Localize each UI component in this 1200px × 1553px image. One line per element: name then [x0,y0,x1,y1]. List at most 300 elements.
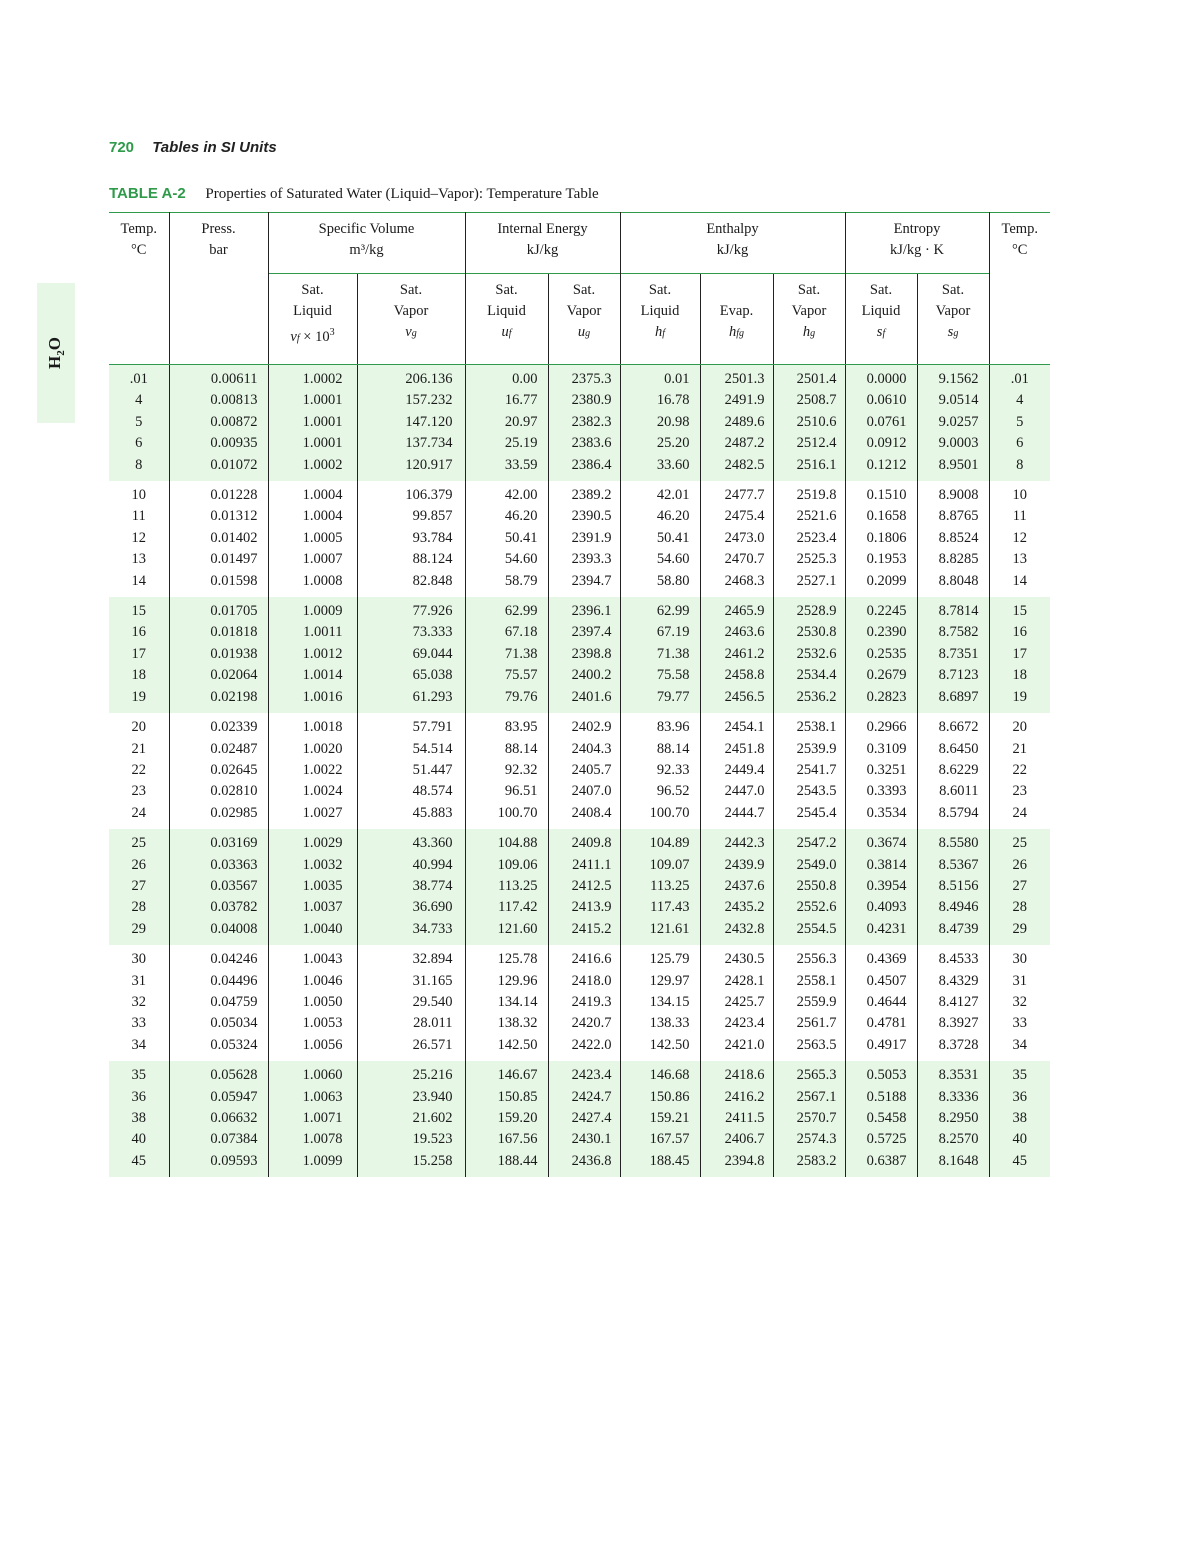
table-cell: 8.8285 [917,549,989,570]
table-cell: 2415.2 [548,919,620,945]
table-cell: 0.3674 [845,829,917,854]
table-cell: 2523.4 [773,528,845,549]
table-cell: 30 [131,951,146,968]
table-cell: 29.540 [357,992,465,1013]
table-cell: 50.41 [465,528,548,549]
table-cell: 33 [989,1013,1050,1034]
table-cell: 4 [989,390,1050,411]
table-cell: 23.940 [357,1087,465,1108]
table-cell: 0.3393 [845,781,917,802]
table-cell: 8.4533 [917,945,989,970]
table-cell: 0.0912 [845,433,917,454]
page-number: 720 [109,139,135,156]
table-cell: .01 [109,365,169,391]
table-cell: 2561.7 [773,1013,845,1034]
vf-header: Sat. Liquid vf × $10^3$ [268,274,357,365]
table-row [109,390,1050,411]
table-cell: 2389.2 [548,481,620,506]
table-cell: 120.917 [357,455,465,481]
table-cell: 67.19 [620,622,700,643]
table-cell: 79.76 [465,687,548,713]
table-cell: 2550.8 [773,876,845,897]
table-cell: 8.8048 [917,571,989,597]
table-cell: 2394.7 [548,571,620,597]
table-row [109,549,1050,570]
table-cell: 45 [989,1151,1050,1177]
table-cell: 31.165 [357,971,465,992]
table-cell: 134.15 [620,992,700,1013]
table-cell: 2442.3 [700,829,773,854]
table-cell: 2468.3 [700,571,773,597]
table-cell: 121.61 [620,919,700,945]
table-cell: 0.01818 [169,622,268,643]
table-cell: 1.0016 [268,687,357,713]
table-row [109,855,1050,876]
table-cell: 0.3251 [845,760,917,781]
table-cell: 0.1212 [845,455,917,481]
table-cell: 8.3336 [917,1087,989,1108]
table-cell: 2435.2 [700,897,773,918]
table-cell: 2563.5 [773,1035,845,1061]
table-cell: 2543.5 [773,781,845,802]
table-row [109,803,1050,829]
table-cell: 2536.2 [773,687,845,713]
table-cell: 75.58 [620,665,700,686]
table-cell: 18 [989,665,1050,686]
table-cell: 23 [989,781,1050,802]
table-cell: 2570.7 [773,1108,845,1129]
table-row [109,876,1050,897]
table-cell: 8.4946 [917,897,989,918]
table-cell: 58.79 [465,571,548,597]
table-cell: 2432.8 [700,919,773,945]
table-cell: 0.01938 [169,644,268,665]
side-tab [37,283,75,423]
table-row [109,1035,1050,1061]
page-header [109,139,277,156]
table-row [109,713,1050,738]
table-cell: 16.77 [465,390,548,411]
table-cell: 31 [989,971,1050,992]
table-cell: 1.0060 [268,1061,357,1086]
table-cell: 8 [989,455,1050,481]
table-cell: 2475.4 [700,506,773,527]
hg-header: Sat. Vapor hg [773,274,845,365]
row-group [109,597,1050,713]
table-cell: 0.00611 [169,365,268,391]
table-cell: 0.01598 [169,571,268,597]
table-cell: 14 [989,571,1050,597]
table-cell: 125.79 [620,945,700,970]
table-cell: 0.6387 [845,1151,917,1177]
table-cell: 0.4917 [845,1035,917,1061]
table-cell: 99.857 [357,506,465,527]
table-cell: 0.4507 [845,971,917,992]
table-row [109,945,1050,970]
table-cell: 8.5794 [917,803,989,829]
table-cell: 2451.8 [700,739,773,760]
table-cell: 69.044 [357,644,465,665]
table-cell: 159.20 [465,1108,548,1129]
table-cell: 8.9501 [917,455,989,481]
table-cell: 31 [131,972,146,989]
table-cell: 1.0007 [268,549,357,570]
table-cell: 8.5367 [917,855,989,876]
table-cell: 2382.3 [548,412,620,433]
table-cell: 10 [989,481,1050,506]
table-cell: 147.120 [357,412,465,433]
table-cell: 2405.7 [548,760,620,781]
table-row [109,528,1050,549]
table-cell: 159.21 [620,1108,700,1129]
table-row [109,433,1050,454]
table-cell: 2444.7 [700,803,773,829]
table-cell: 2525.3 [773,549,845,570]
table-cell: 25.19 [465,433,548,454]
table-cell: 0.00872 [169,412,268,433]
table-cell: 18 [109,665,169,686]
table-cell: 2383.6 [548,433,620,454]
table-row [109,897,1050,918]
table-cell: 88.14 [465,739,548,760]
table-cell: 0.5725 [845,1129,917,1150]
table-caption [109,185,599,203]
table-cell: 36 [989,1087,1050,1108]
table-row [109,665,1050,686]
table-cell: 0.04008 [169,919,268,945]
table-row [109,1151,1050,1177]
table-cell: 2465.9 [700,597,773,622]
hfg-header: Evap. hfg [700,274,773,365]
int-energy-header: Internal Energy kJ/kg [465,213,620,274]
table-cell: 23 [131,783,146,800]
table-cell: 6 [109,433,169,454]
table-cell: 2408.4 [548,803,620,829]
table-cell: 8.8765 [917,506,989,527]
table-cell: 0.00813 [169,390,268,411]
table-cell: 104.88 [465,829,548,854]
table-cell: 2393.3 [548,549,620,570]
table-cell: 0.09593 [169,1151,268,1177]
table-cell: 9.0003 [917,433,989,454]
table-cell: 0.01312 [169,506,268,527]
table-cell: 2461.2 [700,644,773,665]
row-group [109,365,1050,482]
table-cell: 2413.9 [548,897,620,918]
table-cell: 113.25 [620,876,700,897]
table-cell: 206.136 [357,365,465,391]
table-cell: 2375.3 [548,365,620,391]
table-cell: 0.5458 [845,1108,917,1129]
table-cell: 2418.0 [548,971,620,992]
table-cell: 77.926 [357,597,465,622]
table-cell: 1.0056 [268,1035,357,1061]
table-row [109,597,1050,622]
table-cell: 1.0040 [268,919,357,945]
table-cell: 2538.1 [773,713,845,738]
table-cell: 10 [131,487,146,504]
table-cell: 11 [989,506,1050,527]
table-cell: 142.50 [465,1035,548,1061]
table-cell: 20.97 [465,412,548,433]
table-cell: 129.97 [620,971,700,992]
row-group [109,945,1050,1061]
table-cell: 12 [989,528,1050,549]
table-cell: 8.4329 [917,971,989,992]
table-cell: 1.0053 [268,1013,357,1034]
table-cell: 0.5053 [845,1061,917,1086]
table-cell: 88.124 [357,549,465,570]
table-cell: 138.33 [620,1013,700,1034]
table-cell: 1.0012 [268,644,357,665]
table-cell: 2583.2 [773,1151,845,1177]
table-cell: 54.60 [620,549,700,570]
table-cell: 2404.3 [548,739,620,760]
table-cell: 48.574 [357,781,465,802]
table-cell: 0.3109 [845,739,917,760]
table-cell: 157.232 [357,390,465,411]
table-cell: 2565.3 [773,1061,845,1086]
table-cell: 5 [109,412,169,433]
table-cell: 0.01402 [169,528,268,549]
table-cell: 0.1953 [845,549,917,570]
table-cell: 28 [109,897,169,918]
table-row [109,760,1050,781]
table-cell: 2391.9 [548,528,620,549]
table-cell: 11 [131,508,146,525]
row-group [109,481,1050,597]
table-cell: 2380.9 [548,390,620,411]
table-cell: 2508.7 [773,390,845,411]
table-cell: 2425.7 [700,992,773,1013]
table-cell: 8.6229 [917,760,989,781]
table-row [109,829,1050,854]
table-cell: 17 [989,644,1050,665]
table-cell: 13 [131,551,146,568]
table-cell: 2556.3 [773,945,845,970]
row-group [109,713,1050,829]
table-cell: 2473.0 [700,528,773,549]
table-cell: 2411.5 [700,1108,773,1129]
table-cell: 1.0029 [268,829,357,854]
table-cell: 29 [989,919,1050,945]
table-cell: 188.44 [465,1151,548,1177]
table-cell: 19 [989,687,1050,713]
table-cell: 34 [989,1035,1050,1061]
table-cell: 2439.9 [700,855,773,876]
table-cell: 0.01 [620,365,700,391]
table-cell: 33.59 [465,455,548,481]
table-cell: 0.02645 [169,760,268,781]
table-cell: 113.25 [465,876,548,897]
table-cell: 43.360 [357,829,465,854]
table-cell: 8.7351 [917,644,989,665]
table-cell: 0.05947 [169,1087,268,1108]
table-cell: 27 [109,876,169,897]
table-cell: 45.883 [357,803,465,829]
table-cell: 46.20 [620,506,700,527]
table-cell: 146.67 [465,1061,548,1086]
table-row [109,781,1050,802]
table-cell: 0.04496 [169,971,268,992]
table-cell: 0.05324 [169,1035,268,1061]
table-cell: 8.2950 [917,1108,989,1129]
table-cell: 8.4739 [917,919,989,945]
table-cell: 33.60 [620,455,700,481]
table-cell: 20.98 [620,412,700,433]
table-cell: 2463.6 [700,622,773,643]
table-cell: 13 [989,549,1050,570]
table-cell: 0.0000 [845,365,917,391]
saturated-water-table [109,212,1050,1177]
side-tab-label: $H_2O$ [44,337,68,369]
table-cell: 1.0014 [268,665,357,686]
table-cell: 0.01228 [169,481,268,506]
table-cell: 1.0004 [268,481,357,506]
table-cell: 8.6672 [917,713,989,738]
table-row [109,971,1050,992]
table-cell: 0.4093 [845,897,917,918]
table-cell: 28 [989,897,1050,918]
table-cell: 9.1562 [917,365,989,391]
table-cell: 83.95 [465,713,548,738]
table-cell: 22 [131,761,146,778]
table-cell: 92.32 [465,760,548,781]
table-cell: 2558.1 [773,971,845,992]
table-cell: 8.7123 [917,665,989,686]
table-cell: 1.0024 [268,781,357,802]
table-cell: 8.5580 [917,829,989,854]
table-cell: 2428.1 [700,971,773,992]
table-cell: 137.734 [357,433,465,454]
table-cell: 0.2966 [845,713,917,738]
table-cell: 46.20 [465,506,548,527]
table-cell: 73.333 [357,622,465,643]
table-cell: 0.05034 [169,1013,268,1034]
table-cell: 57.791 [357,713,465,738]
table-cell: 21 [989,739,1050,760]
table-cell: 0.06632 [169,1108,268,1129]
sg-header: Sat. Vapor sg [917,274,989,365]
table-cell: 5 [989,412,1050,433]
table-cell: 188.45 [620,1151,700,1177]
table-cell: 27 [989,876,1050,897]
table-cell: 26.571 [357,1035,465,1061]
table-cell: 2397.4 [548,622,620,643]
table-cell: 109.07 [620,855,700,876]
table-cell: 1.0008 [268,571,357,597]
table-cell: 16 [109,622,169,643]
table-cell: 0.3954 [845,876,917,897]
enthalpy-header: Enthalpy kJ/kg [620,213,845,274]
temp-header-right: Temp. °C [989,213,1050,365]
table-cell: 2420.7 [548,1013,620,1034]
table-cell: 0.01705 [169,597,268,622]
table-cell: 2501.3 [700,365,773,391]
table-cell: 32.894 [357,945,465,970]
table-cell: 0.0761 [845,412,917,433]
table-cell: 0.2535 [845,644,917,665]
table-cell: 1.0001 [268,412,357,433]
table-cell: 1.0009 [268,597,357,622]
table-cell: 2409.8 [548,829,620,854]
table-cell: 21 [131,740,146,757]
table-row [109,919,1050,945]
table-cell: 2554.5 [773,919,845,945]
table-cell: 2458.8 [700,665,773,686]
table-cell: 0.2823 [845,687,917,713]
table-cell: 1.0046 [268,971,357,992]
table-cell: 36 [109,1087,169,1108]
table-cell: .01 [989,365,1050,391]
table-cell: 24 [989,803,1050,829]
table-cell: 0.02810 [169,781,268,802]
table-cell: 24 [131,804,146,821]
table-cell: 19.523 [357,1129,465,1150]
table-title: Properties of Saturated Water (Liquid–Vapor): Temperature Table [205,186,599,202]
table-cell: 9.0514 [917,390,989,411]
table-cell: 54.514 [357,739,465,760]
table-cell: 38 [109,1108,169,1129]
table-cell: 0.4644 [845,992,917,1013]
table-cell: 35 [109,1061,169,1086]
table-cell: 6 [989,433,1050,454]
table-row [109,365,1050,391]
table-cell: 40 [109,1129,169,1150]
table-cell: 2534.4 [773,665,845,686]
table-cell: 15 [109,597,169,622]
table-cell: 150.85 [465,1087,548,1108]
table-cell: 167.57 [620,1129,700,1150]
table-row [109,992,1050,1013]
table-cell: 2567.1 [773,1087,845,1108]
table-cell: 45 [109,1151,169,1177]
table-cell: 2396.1 [548,597,620,622]
table-cell: 50.41 [620,528,700,549]
table-cell: 0.3534 [845,803,917,829]
table-cell: 2401.6 [548,687,620,713]
table-cell: 2552.6 [773,897,845,918]
table-cell: 1.0043 [268,945,357,970]
table-cell: 2477.7 [700,481,773,506]
table-cell: 34.733 [357,919,465,945]
table-cell: 93.784 [357,528,465,549]
table-cell: 33 [131,1015,146,1032]
table-row [109,739,1050,760]
table-row [109,455,1050,481]
table-cell: 2491.9 [700,390,773,411]
table-cell: 25 [989,829,1050,854]
table-cell: 1.0020 [268,739,357,760]
table-cell: 8 [109,455,169,481]
table-cell: 0.03782 [169,897,268,918]
section-title: Tables in SI Units [152,139,277,156]
table-cell: 2482.5 [700,455,773,481]
table-cell: 96.51 [465,781,548,802]
table-cell: 82.848 [357,571,465,597]
table-row [109,506,1050,527]
table-cell: 0.1806 [845,528,917,549]
table-cell: 2516.1 [773,455,845,481]
table-cell: 2559.9 [773,992,845,1013]
table-cell: 8.1648 [917,1151,989,1177]
table-cell: 0.0610 [845,390,917,411]
table-cell: 20 [989,713,1050,738]
table-cell: 134.14 [465,992,548,1013]
table-cell: 2527.1 [773,571,845,597]
table-cell: 2437.6 [700,876,773,897]
table-cell: 0.02985 [169,803,268,829]
